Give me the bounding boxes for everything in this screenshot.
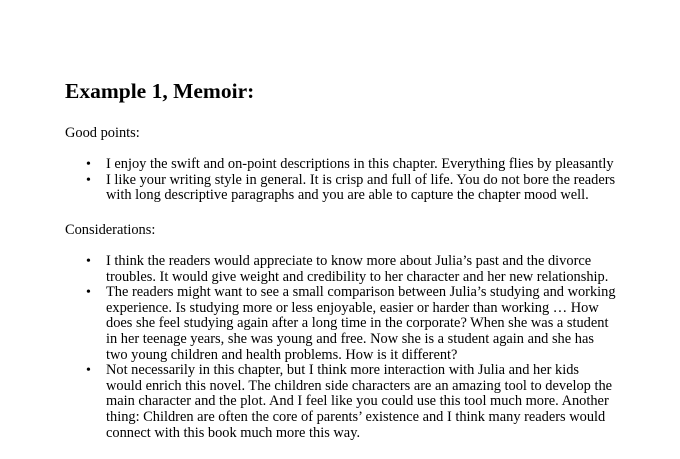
list-item bbox=[0, 254, 680, 285]
bullet-icon: • bbox=[86, 157, 91, 172]
list-item bbox=[0, 285, 680, 363]
document-heading: Example 1, Memoir: bbox=[65, 79, 255, 103]
list-item-text: I enjoy the swift and on-point descriptions in this chapter. Everything flies by pleasantly bbox=[106, 156, 614, 172]
list-item-text: Not necessarily in this chapter, but I think more interaction with Julia and her kids would enrich this novel. The children side characters are an amazing tool to develop the main character and the plot. And I feel like you could use this tool much more. Another thing: Children are often the core of parents’ existence and I think many readers would connect with this book much more this way. bbox=[106, 362, 613, 441]
considerations-label: Considerations: bbox=[65, 222, 156, 238]
list-item-text: I think the readers would appreciate to know more about Julia’s past and the divorce troubles. It would give weight and credibility to her character and her new relationship. bbox=[106, 253, 609, 285]
list-item bbox=[0, 157, 680, 173]
good-points-label: Good points: bbox=[65, 125, 140, 141]
bullet-icon: • bbox=[86, 254, 91, 269]
list-item bbox=[0, 173, 680, 204]
good-points-list bbox=[0, 157, 680, 204]
bullet-icon: • bbox=[86, 285, 91, 301]
bullet-icon: • bbox=[86, 172, 91, 188]
list-item-text: I like your writing style in general. It is crisp and full of life. You do not bore the readers with long descriptive paragraphs and you are able to capture the chapter mood well. bbox=[106, 171, 616, 204]
list-item bbox=[0, 363, 680, 441]
list-item-text: The readers might want to see a small comparison between Julia’s studying and working experience. Is studying more or less enjoyable, easier or harder than working … How does she feel studying again after a long time in the corporate? When she was a student in her teenage years, she was young and free. Now she is a student again and she has two young children and health problems. How is it different? bbox=[106, 284, 616, 363]
bullet-icon: • bbox=[86, 363, 91, 379]
considerations-list bbox=[0, 254, 680, 441]
